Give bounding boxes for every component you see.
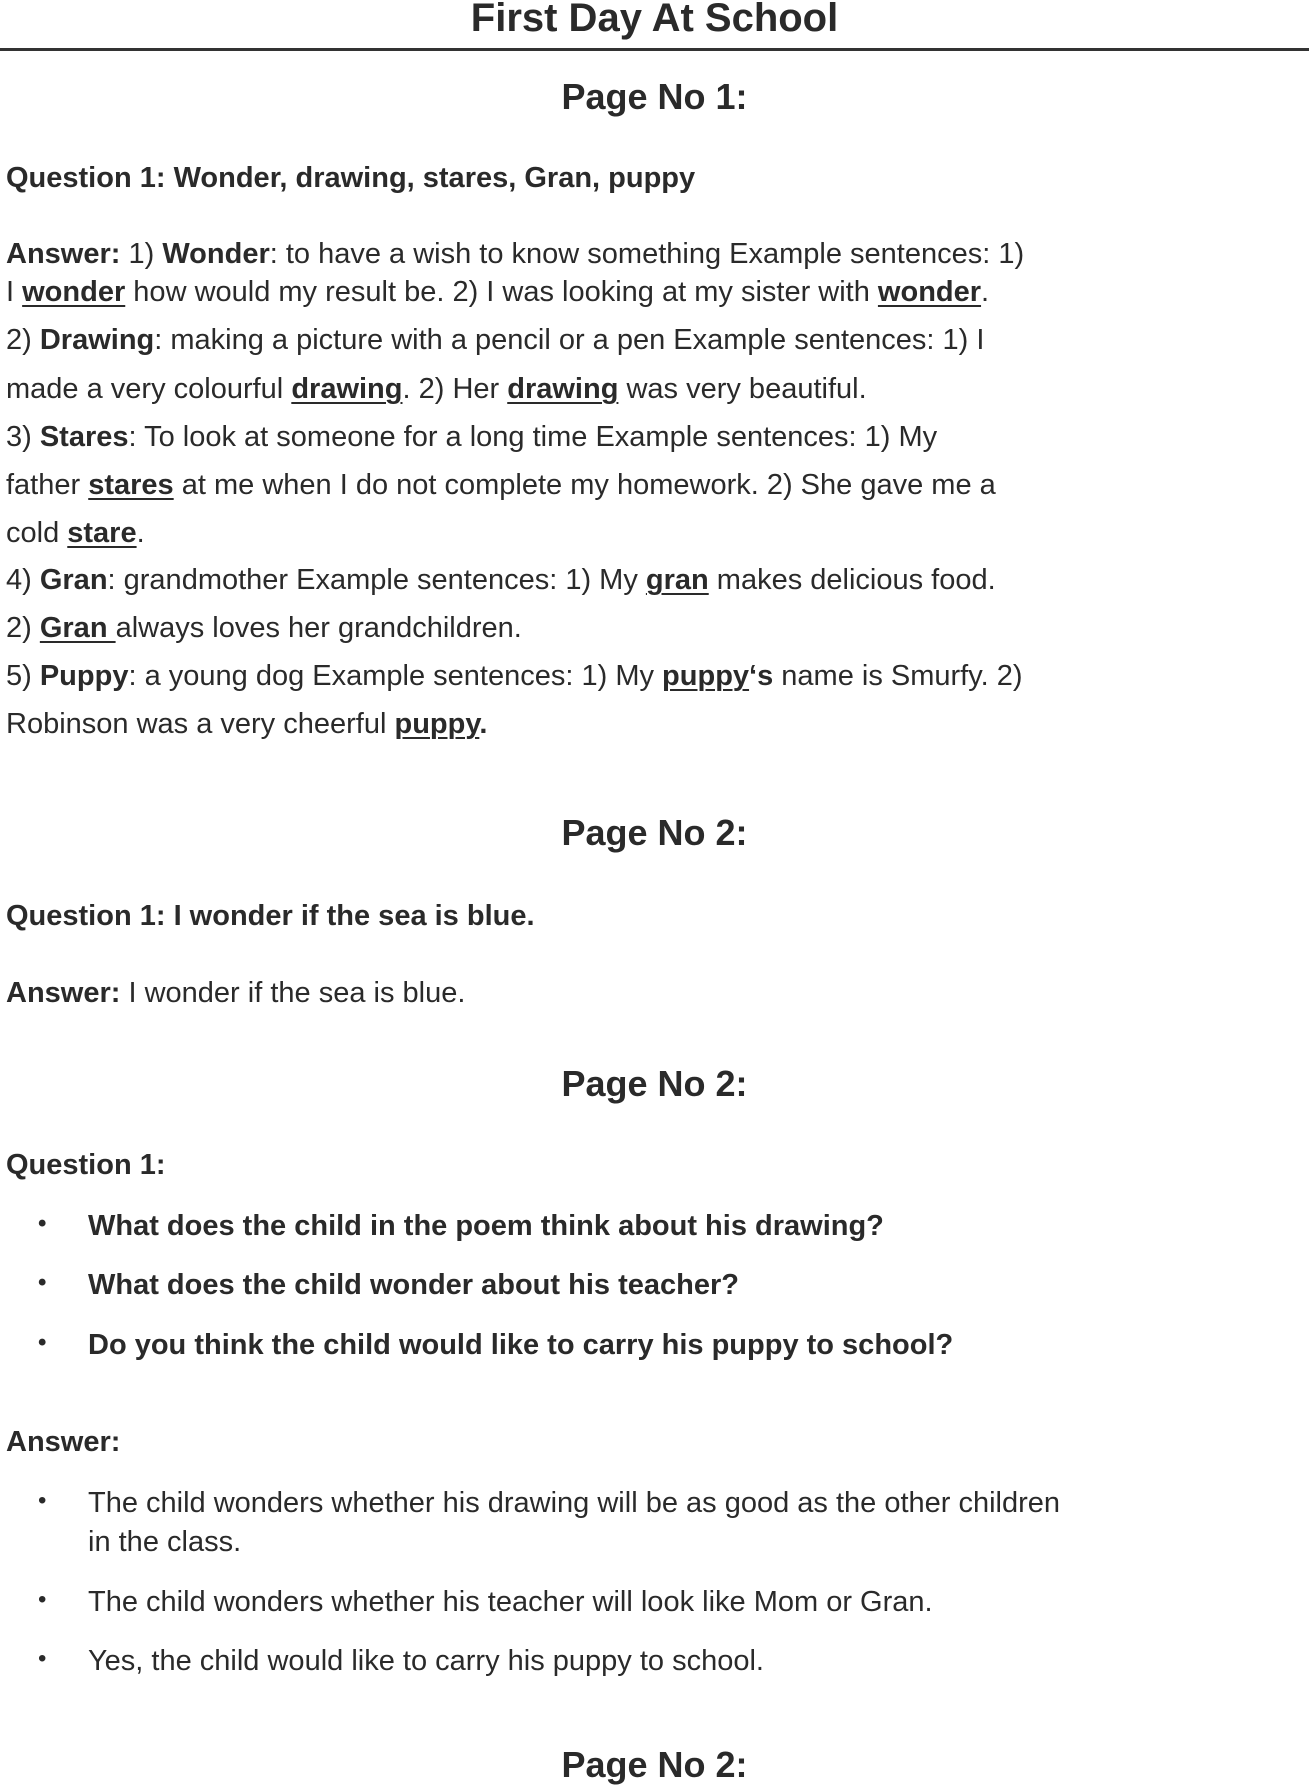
text: : making a picture with a pencil or a pen Example sentences: 1) I bbox=[154, 324, 985, 356]
underlined-keyword: drawing bbox=[507, 373, 619, 405]
text: Robinson was a very cheerful bbox=[6, 708, 395, 740]
text: : To look at someone for a long time Example sentences: 1) My bbox=[128, 421, 938, 453]
underlined-keyword: gran bbox=[645, 564, 709, 596]
answer-line bbox=[6, 612, 522, 645]
bold-text: Answer: bbox=[6, 238, 121, 270]
answer bbox=[6, 977, 465, 1010]
text: 4) bbox=[6, 564, 40, 596]
bold-text: . bbox=[479, 708, 488, 740]
text: name is Smurfy. 2) bbox=[773, 660, 1023, 692]
question: Question 1: Wonder, drawing, stares, Gran, puppy bbox=[6, 162, 696, 194]
bullet-icon: • bbox=[38, 1487, 47, 1514]
answer-line bbox=[6, 421, 937, 454]
underlined-keyword: Gran bbox=[39, 612, 116, 644]
section-heading: Page No 1: bbox=[561, 76, 748, 117]
text: 5) bbox=[6, 660, 40, 692]
answer-line bbox=[6, 373, 867, 406]
text: . bbox=[136, 517, 145, 549]
answer-line bbox=[6, 324, 984, 357]
text: . 2) Her bbox=[402, 373, 508, 405]
answer-label: Answer: bbox=[6, 1426, 121, 1458]
bullet-icon: • bbox=[38, 1329, 47, 1356]
text: : a young dog Example sentences: 1) My bbox=[128, 660, 663, 692]
document-title: First Day At School bbox=[470, 0, 839, 40]
underlined-keyword: puppy bbox=[394, 708, 480, 740]
underlined-keyword: puppy bbox=[662, 660, 750, 692]
section-heading: Page No 2: bbox=[561, 812, 748, 853]
text: cold bbox=[6, 517, 68, 549]
text: was very beautiful. bbox=[618, 373, 867, 405]
underlined-keyword: stares bbox=[88, 469, 174, 501]
text: : grandmother Example sentences: 1) My bbox=[107, 564, 646, 596]
bold-text: Gran bbox=[39, 564, 108, 596]
answer-label: Answer: bbox=[6, 977, 121, 1009]
text: : to have a wish to know something Example sentences: 1) bbox=[269, 238, 1025, 270]
text: I bbox=[6, 276, 23, 308]
answer-line bbox=[6, 517, 145, 550]
answer-line bbox=[6, 469, 996, 502]
text: made a very colourful bbox=[6, 373, 292, 405]
text: always loves her grandchildren. bbox=[115, 612, 522, 644]
bullet-icon: • bbox=[38, 1645, 47, 1672]
bold-text: Stares bbox=[39, 421, 129, 453]
bullet-icon: • bbox=[38, 1586, 47, 1613]
underlined-keyword: wonder bbox=[22, 276, 126, 308]
text: 3) bbox=[6, 421, 40, 453]
answer-line bbox=[6, 276, 989, 309]
text: makes delicious food. bbox=[708, 564, 996, 596]
text: how would my result be. 2) I was looking at my sister with bbox=[125, 276, 878, 308]
question: Question 1: I wonder if the sea is blue. bbox=[6, 900, 535, 932]
section-heading: Page No 2: bbox=[561, 1063, 748, 1104]
underlined-keyword: drawing bbox=[291, 373, 403, 405]
answer-line bbox=[6, 238, 1024, 271]
answer-text: I wonder if the sea is blue. bbox=[120, 977, 466, 1009]
text: 2) bbox=[6, 612, 40, 644]
underlined-keyword: stare bbox=[67, 517, 137, 549]
underlined-keyword: wonder bbox=[877, 276, 982, 308]
answer-line bbox=[6, 660, 1022, 693]
text: 1) bbox=[120, 238, 163, 270]
text: . bbox=[981, 276, 990, 308]
text: father bbox=[6, 469, 89, 501]
title-divider bbox=[0, 48, 1309, 51]
question: Question 1: bbox=[6, 1149, 166, 1181]
text: at me when I do not complete my homework. 2) She gave me a bbox=[173, 469, 996, 501]
bullet-icon: • bbox=[38, 1210, 47, 1237]
answer-line bbox=[6, 708, 487, 741]
bullet-icon: • bbox=[38, 1269, 47, 1296]
bold-text: Wonder bbox=[162, 238, 270, 270]
answer-line bbox=[6, 564, 996, 597]
section-heading: Page No 2: bbox=[561, 1744, 748, 1785]
bold-text: ‘s bbox=[749, 660, 774, 692]
bold-text: Drawing bbox=[39, 324, 155, 356]
text: 2) bbox=[6, 324, 40, 356]
bold-text: Puppy bbox=[39, 660, 129, 692]
